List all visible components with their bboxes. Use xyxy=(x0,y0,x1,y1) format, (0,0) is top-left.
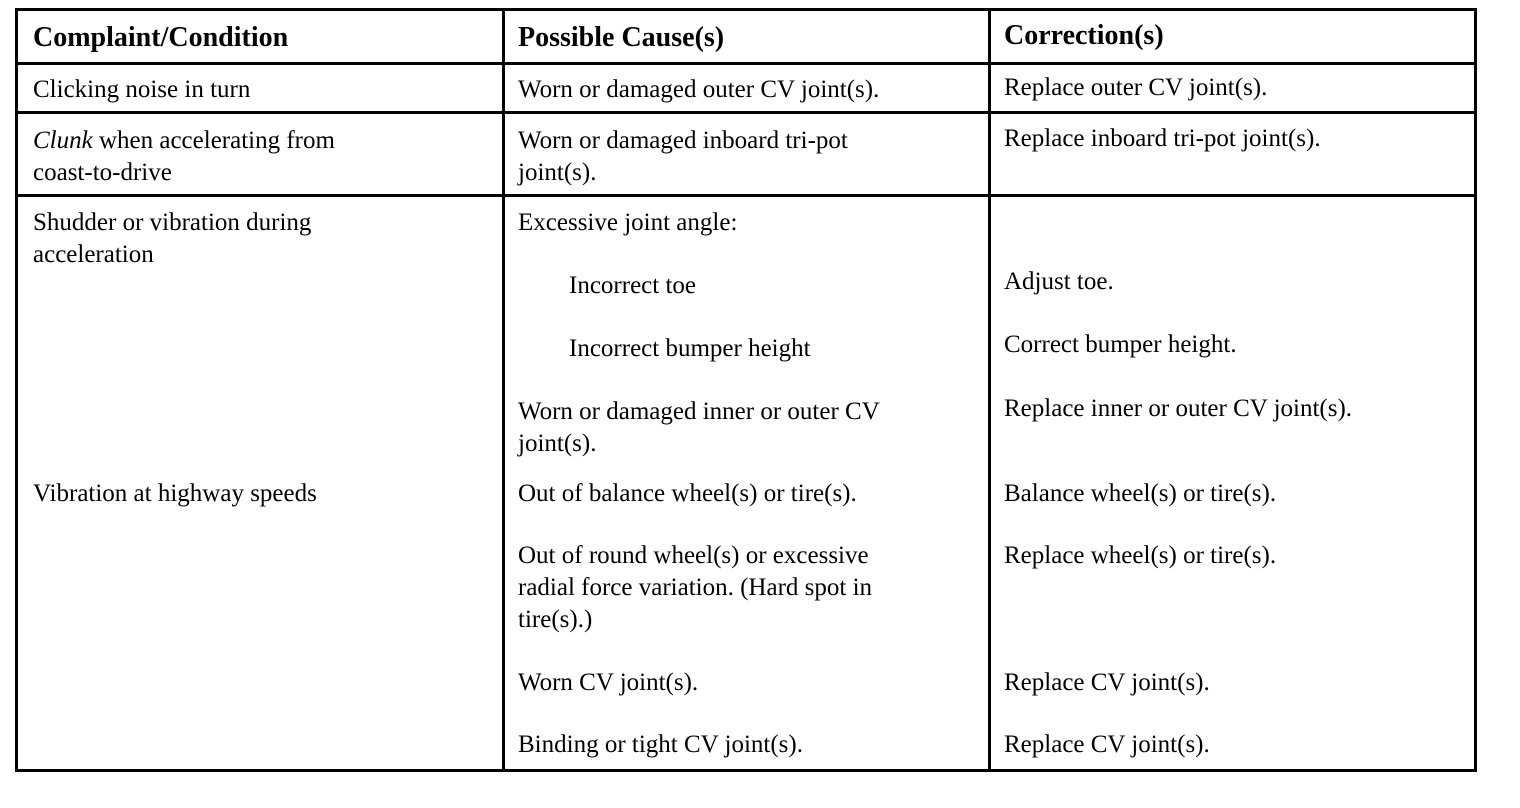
row2-cause-line2: joint(s). xyxy=(518,159,597,186)
cause-out-of-round-line2: radial force variation. (Hard spot in xyxy=(518,574,873,601)
row2-correction: Replace inboard tri-pot joint(s). xyxy=(1004,125,1321,152)
cause-worn-cv-line2: joint(s). xyxy=(518,430,597,457)
row3-complaint2: Vibration at highway speeds xyxy=(33,480,317,507)
column-divider-1 xyxy=(502,11,505,769)
correction-replace-wheel-tire: Replace wheel(s) or tire(s). xyxy=(1004,542,1277,569)
row2-complaint-line1 xyxy=(33,125,335,157)
correction-bumper-height: Correct bumper height. xyxy=(1004,331,1237,358)
cause-out-of-balance: Out of balance wheel(s) or tire(s). xyxy=(518,480,857,507)
row2-complaint-emphasis: Clunk xyxy=(33,127,93,154)
row-divider-1 xyxy=(18,111,1474,114)
correction-replace-cv-worn: Replace CV joint(s). xyxy=(1004,669,1210,696)
cause-incorrect-toe: Incorrect toe xyxy=(569,272,697,299)
diagnosis-table xyxy=(15,8,1477,772)
header-divider xyxy=(18,62,1474,65)
correction-balance: Balance wheel(s) or tire(s). xyxy=(1004,480,1277,507)
cause-excessive-joint-angle: Excessive joint angle: xyxy=(518,209,738,236)
cause-worn-cv-joints: Worn CV joint(s). xyxy=(518,669,699,696)
cause-out-of-round-line1: Out of round wheel(s) or excessive xyxy=(518,542,869,569)
header-complaint: Complaint/Condition xyxy=(33,22,289,53)
cause-binding-cv-joints: Binding or tight CV joint(s). xyxy=(518,731,803,758)
row3-complaint1-line2: acceleration xyxy=(33,241,154,268)
row3-complaint1-line1: Shudder or vibration during xyxy=(33,209,312,236)
header-correction: Correction(s) xyxy=(1004,20,1164,51)
row2-complaint-line2: coast-to-drive xyxy=(33,159,172,186)
header-cause: Possible Cause(s) xyxy=(518,22,725,53)
correction-adjust-toe: Adjust toe. xyxy=(1004,268,1114,295)
cause-worn-cv-line1: Worn or damaged inner or outer CV xyxy=(518,398,880,425)
correction-replace-cv-binding: Replace CV joint(s). xyxy=(1004,731,1210,758)
row1-correction: Replace outer CV joint(s). xyxy=(1004,74,1268,101)
column-divider-2 xyxy=(988,11,991,769)
cause-out-of-round-line3: tire(s).) xyxy=(518,606,593,633)
row1-complaint: Clicking noise in turn xyxy=(33,76,251,103)
row2-complaint-rest: when accelerating from xyxy=(98,127,335,154)
row2-cause-line1: Worn or damaged inboard tri-pot xyxy=(518,127,848,154)
row1-cause: Worn or damaged outer CV joint(s). xyxy=(518,76,880,103)
cause-incorrect-bumper-height: Incorrect bumper height xyxy=(569,335,811,362)
correction-replace-inner-outer-cv: Replace inner or outer CV joint(s). xyxy=(1004,395,1353,422)
row-divider-2 xyxy=(18,194,1474,197)
